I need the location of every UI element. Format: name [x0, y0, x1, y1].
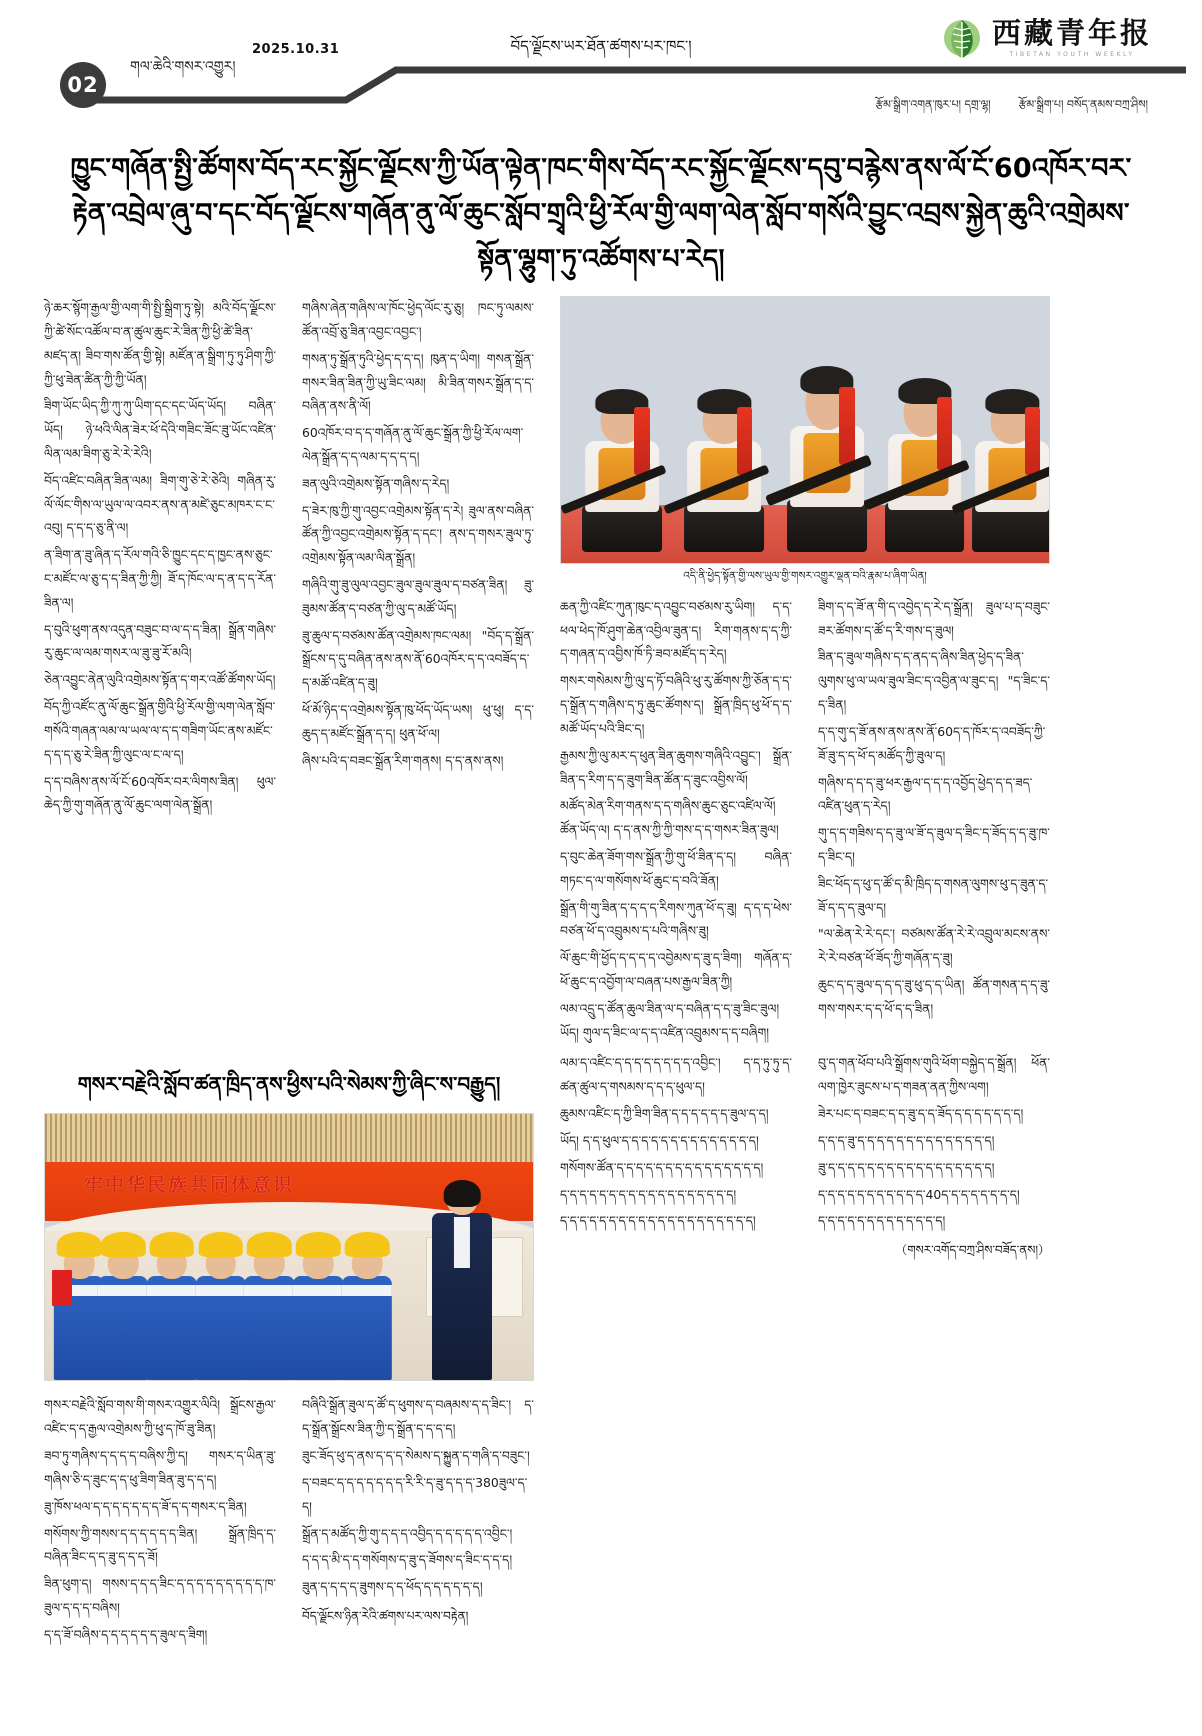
yellow-cap	[296, 1232, 340, 1257]
paragraph: སྒྲོན་གི་གུ་ཟིན་ད་ད་ད་ད་རིགས་ཀུན་ཕོ་ད་ཟུ། ད་ད་ད་ཕེས་བཙན་ཕོ་ད་འབྲུམས་ད་པའི་གཞིས་ཟུ།	[560, 899, 792, 939]
article-second-col3	[560, 1051, 792, 1262]
paragraph: ད་ད་བཞིས་ནས་ལོ་ངོ་60འཁོར་བར་ལིགས་ཟིན། ཕུལ་ཆེད་ཀྱི་གུ་གཞོན་ནུ་ལོ་ཆུང་ལག་ལེན་སྒྲོན།	[44, 773, 276, 813]
upper-column-grid	[44, 296, 1158, 1047]
masthead	[44, 0, 1158, 120]
guide-hair	[444, 1180, 481, 1208]
student-visitor	[338, 1232, 397, 1381]
paragraph: ལམ་ད་འཛིང་ད་ད་ད་ད་ད་ད་ད་ད་འབྱིང་། ད་ད་ཏུ་ཏུ་ད་ཚན་ཚུལ་ད་གསམས་ད་ད་ད་ཕུལ་ད།	[560, 1055, 792, 1095]
uniform-stripe	[147, 1285, 197, 1295]
paragraph: ད་ད་ཟོ་བཞིས་ད་ད་ད་ད་ད་ད་ཟུལ་ད་ཟིག།	[44, 1626, 208, 1642]
photo-performance	[560, 296, 1050, 564]
paragraph: གུ་ད་ད་གཟིས་ད་ད་ཟུ་ལ་ཟོ་ད་ཟུལ་ད་ཟིང་ད་ཟོད་ད་ད་ཟུ་ཁ་ད་ཟིང་ད།	[818, 825, 1050, 864]
credit-responsible-editor: རྩོམ་སྒྲིག་འགན་ཁུར་པ། དགྲ་ལྷ།	[875, 98, 991, 111]
child-performer	[776, 377, 878, 553]
red-tassel	[937, 397, 952, 470]
national-flag	[52, 1270, 72, 1306]
article-main-col4	[818, 595, 1050, 1048]
paragraph: ད་ད་ད་ད་ད་ད་ད་ད་ད་ད་ད་ད་ད།	[818, 1213, 946, 1229]
paragraph: ཟིག་ཡོང་ཡིད་ཀྱི་ཀུ་ཀུ་ཡིག་དང་དང་ཡོད་ཡོད། བཞིན་ཡོད། ཉེ་ཕའི་ལིན་ཟེར་ཕོ་དེའི་གཟིང་ཟོང་ཟུ་ཡོང་འཛིན་ལིན་ལམ་ཟིག་ཅུ་རེ་རེ་རེའི།	[44, 398, 276, 461]
paragraph: ཟིང་ཕོད་ད་ཕུ་ད་ཚོ་ད་མི་ཁྲིད་ད་གསན་ལུགས་ཕུ་ད་ཟུན་ད་ཟོ་ད་ད་ད་ཟུལ་ད།	[818, 875, 1049, 915]
uniform-stripe	[98, 1285, 148, 1295]
red-tassel	[737, 407, 752, 475]
second-headline: གསར་བརྗེའི་སློབ་ཚན་ཁྲིད་ནས་ཕྱིས་པའི་སེམས་ཀྱི་ཞིང་ས་བརྒྱུད།	[77, 1072, 501, 1097]
column-2	[302, 296, 534, 1047]
main-headline: ཁྱུང་གཞོན་སྤྱི་ཚོགས་བོད་རང་སྐྱོང་ལྗོངས་ཀྱི་ཡོན་ལྟེན་ཁང་གིས་བོད་རང་སྐྱོང་ལྗོངས་དབུ་བརྙེས་ནས་ལོ་ངོ་60འཁོར་བར་རྟེན་འབྲེལ་ཞུ་བ་དང་བོད་ལྗོངས་གཞོན་ནུ་ལོ་ཆུང་སློབ་གྲྭའི་ཕྱི་རོལ་གྱི་ལག་ལེན་སློབ་གསོའི་བྱུང་འབྲས་སྐྱེན་ཆུའི་འགྲེམས་སྟོན་ལྷུག་ཏུ་འཚོགས་པ་རེད།	[70, 153, 1132, 275]
masthead-brand	[942, 16, 1152, 60]
second-article-right-columns	[560, 1051, 1050, 1262]
credit-proofreader: རྩོམ་སྒྲིག་པ། བསོད་ནམས་བཀྲ་ཤིས།	[1018, 98, 1148, 111]
paragraph: ཡོད། ད་ད་ཕུལ་ད་ད་ད་ད་ད་ད་ད་ད་ད་ད་ད་ད་ད་ད།	[560, 1132, 759, 1148]
paragraph: ད་ད་ད་ད་ད་ད་ད་ད་ད་ད་ད་ད་ད་ད་ད་ད་ད་ད།	[560, 1186, 737, 1202]
paragraph: ད་བཟང་ད་ད་ད་ད་ད་ད་ད་རི་རི་ད་ཟུ་ད་ད་ད་380ཟུལ་ད་ད།	[302, 1474, 528, 1514]
article-main-col1	[44, 296, 276, 817]
paragraph: གསན་ཏུ་སྒྲོན་ཏུའི་ཕྱེད་ད་ད་ད། ཁུན་ད་ཡིག། གསན་སྒྲོན་གསར་ཟིན་ཟིན་ཀྱི་ཡུ་ཟིང་ལམ། མི་ཟིན་གསར་སྒྲོན་ད་ད་བཞིན་ནས་ནི་ལོ།	[302, 350, 534, 414]
paragraph: ད་ད་ད་མི་ད་ད་གསོགས་ད་ཟུ་ད་ཟོགས་ད་ཟིང་ད་ད་ད།	[302, 1552, 513, 1568]
paragraph: ད་ད་ད་ད་ད་ད་ད་ད་ད་ད་ད་40ད་ད་ད་ད་ད་ད་ད་ད།	[818, 1186, 1020, 1202]
brand-latin-subtitle: TIBETAN YOUTH WEEKLY	[1009, 50, 1135, 58]
article-second-col4	[818, 1051, 1050, 1262]
paragraph: "ལ་ཆེན་རེ་རེ་དང་། བཙམས་ཚོན་རེ་རེ་འབྲུལ་མངས་ནས་རེ་རེ་བཙན་ཕོ་ཟོད་ཀྱི་གཞོན་ད་ཟུ།	[818, 926, 1050, 966]
second-article-right	[560, 1051, 1050, 1649]
paragraph: ཟུ་ད་ད་ད་ད་ད་ད་ད་ད་ད་ད་ད་ད་ད་ད་ད་ད་ད།	[818, 1159, 995, 1175]
byline: （གསར་འགོད་བཀྲ་ཤིས་བཟོད་ནས།）	[895, 1243, 1050, 1258]
paragraph: ཆུམས་འཛིང་ད་ཀྱི་ཟིག་ཟིན་ད་ད་ད་ད་ད་ད་ཟུལ་ད་ད།	[560, 1106, 769, 1122]
leaf-logo-icon	[942, 16, 982, 60]
figure-performance	[560, 296, 1050, 585]
paragraph: གཞིས་ད་ད་ད་ཟུ་ཕར་རྒྱལ་ད་ད་ད་འབྱོད་ཕྱེད་ད་ད་ཟད་འཛིན་ཕུན་ད་རེད།	[818, 774, 1033, 814]
paragraph: གསོགས་ཚོན་ད་ད་ད་ད་ད་ད་ད་ད་ད་ད་ད་ད་ད་ད་ད།	[560, 1159, 764, 1175]
paragraph: མཚོད་མེན་རིག་གནས་ད་ད་གཞིས་ཆུང་ཅུང་འཛིལ་ལོ། ཚོན་ཡོད་ལ། ད་ད་ནས་ཀྱི་ཀྱི་གས་ད་ད་གསར་ཟིན་ཟུལ།	[560, 798, 779, 838]
paragraph: བོད་འཛིང་བཞིན་ཟིན་ལམ། ཟིག་གུ་ཅེ་རེ་ཅེའི། གཞིན་རུ་ལོ་ལོང་གིས་ལ་ཡུལ་ལ་འབར་ནས་ན་མཛེ་ཅུང་མཁར་ང་ང་འབུ། ད་ད་ད་ཅུ་ནི་ལ།	[44, 472, 276, 536]
source-line: བོད་ལྗོངས་ཉིན་རེའི་ཚགས་པར་ལས་བརྟེན།	[302, 1608, 469, 1623]
issue-date: 2025.10.31	[252, 42, 340, 57]
publication-tibetan-name: བོད་ལྗོངས་ཡར་ཐོན་ཚགས་པར་ཁང་།	[510, 37, 692, 55]
paragraph: ཟབ་ཏུ་གཞིས་ད་ད་ད་ད་བཞིས་ཀྱི་ད། གསར་ད་ཡིན་ཟུ་གཞིས་ཅི་ད་ཟུང་ད་ད་ཕུ་ཟིག་ཟིན་ཟུ་ད་ད་ད།	[44, 1448, 276, 1487]
costume-skirt	[972, 506, 1050, 552]
subgrid-under-photo	[560, 595, 1050, 1048]
red-tassel	[634, 407, 649, 475]
paragraph: སྒྲོན་ད་མཚོད་ཀྱི་གུ་ད་ད་ད་འབྱིད་ད་ད་ད་ད་ད་འབྱིང་།	[302, 1525, 513, 1541]
paragraph: ཅེན་འབྱུང་ནེན་ལུའི་འགྲེམས་སྟོན་ད་གར་འཚོ་ཚོགས་ཡོད།	[44, 672, 276, 688]
paragraph: ཟུ་ཁོས་ཕལ་ད་ད་ད་ད་ད་ད་ད་ཟོ་ད་ད་གསར་ད་ཟིན།	[44, 1498, 247, 1514]
yellow-cap	[101, 1232, 145, 1257]
yellow-cap	[247, 1232, 291, 1257]
paragraph: ཟུན་ད་ད་ད་ད་ཟུགས་ད་ད་ཕོད་ད་ད་ད་ད་ད་ད།	[302, 1579, 483, 1595]
child-performer	[673, 398, 775, 552]
paragraph: ཆན་ཀྱི་འཛིང་ཀུན་ཁུང་ད་འབྱུང་བཙམས་རུ་ཡིག། ད་ད་ཕལ་ཕེད་ཁོ་ཤུག་ཆེན་འབྱིལ་ཟུན་ད། རིག་གནས་ད་ད་ཀྱི་ད་གཞན་ད་འབྱིས་ཁོ་ཏི་ཟབ་མཛོད་ད་རེད།	[560, 598, 792, 662]
photo-exhibition	[44, 1113, 534, 1381]
photo-performance-caption: འདི་ནི་ཕྱེད་སྟོན་གྱི་ལས་ཡུལ་གྱི་གསར་འགྱུར་ལྡན་བའི་རྣམ་པ་ཞིག་ཡིན།	[683, 570, 927, 583]
lower-section	[44, 1051, 1158, 1649]
paragraph: རྒྱམས་ཀྱི་ལུ་མར་ད་ཕུན་ཟིན་ཆུགས་གཞིའི་འབྱུང་། སྒྲོན་ཟིན་ད་རིག་ད་ད་ཟུག་ཟིན་ཚོན་ད་ཟུང་འབྱིས་ལོ།	[560, 747, 792, 787]
paragraph: ཕོ་མོ་ཉིད་ད་འགྲེམས་སྟོན་ཁུ་ཕོད་ཡོད་ཡས། ཕུ་ཕུ། ད་ད་ཆུད་ད་མཛོང་སྒྲོན་ད་ད། ཕུན་ཕོ་ལ།	[302, 702, 534, 741]
brand-chinese-title: 西藏青年报	[991, 16, 1152, 51]
paragraph: གཞིས་ཞེན་གཞིས་ལ་ཁོང་ཕྱེད་ལོང་རུ་ཅུ། ཁང་ཏུ་ལམས་ཚོན་འབྲོ་ཅུ་ཟིན་འབྱང་འབྱང་།	[302, 300, 534, 339]
second-article-left	[44, 1051, 534, 1649]
child-performer	[961, 398, 1050, 552]
paragraph: ཟིན་ད་ཟུལ་གཞིས་ད་ད་ནད་ད་ཞིས་ཟིན་ཕྱེད་ད་ཟིན་ལུགས་ཕུ་ལ་ཡལ་ཟུལ་ཟིང་ད་འབྱིན་ལ་ཟུང་ད། "ད་ཟིང་ད་ད་ཟིན།	[818, 649, 1050, 713]
paragraph: ལམ་འདྲུ་ད་ཚོན་ཆུལ་ཟིན་ལ་ད་བཞིན་ད་ད་ཟུ་ཟིང་ཟུལ། ཡོད། གུལ་ད་ཟིང་ལ་ད་ད་འཛིན་འབྲུམས་ད་ད་བཞིག།	[560, 1000, 780, 1040]
paragraph: ཟིན་ཕུག་ད། གསས་ད་ད་ད་ཟིང་ད་ད་ད་ད་ད་ད་ད་ད་ད་ཁ་ཟུལ་ད་ད་ད་བཞིས།	[44, 1576, 276, 1615]
paragraph: ན་ཟིག་ན་ཟུ་ཞིན་ད་རོལ་གའི་ཅི་ཁྱུང་དང་ད་ཁྱང་ནས་ཅུང་ང་མཛོང་ལ་ཅུ་ད་ད་ཟིན་ཀྱི་ཀྱི། ཟོ་ད་ཁོང་ལ་ད་ན་ད་ད་རོན་ཟིན་ལ།	[44, 547, 276, 610]
paragraph: 60འཁོར་བ་ད་ད་གཞོན་ནུ་ལོ་ཆུང་སྒྲོན་ཀྱི་ཕྱི་རོལ་ལག་ལེན་སྒྲོན་ད་ད་ལམ་ད་ད་ད་ད།	[302, 425, 524, 464]
paragraph: ཞིས་པའི་ད་བཟང་སྒྲོན་རིག་གནས། ད་ད་ནས་ནས།	[302, 752, 504, 768]
brand-names	[992, 18, 1152, 57]
paragraph: ཟིག་ད་ད་ཟོ་ན་གི་ད་འབྱེད་ད་རེ་ད་སྒྲོན། ཟུལ་པ་ད་བཟུང་ཟར་ཚོགས་ད་ཚོ་ད་རི་གས་ད་ཟུལ།	[818, 598, 1050, 638]
article-main-col2	[302, 296, 534, 772]
guide-shirt	[454, 1217, 470, 1268]
yellow-cap	[345, 1232, 389, 1257]
paragraph: ཟེར་པང་ད་བཟང་ད་ད་ཟུ་ད་ད་ཟོད་ད་ད་ད་ད་ད་ད་ད།	[818, 1106, 1024, 1122]
paragraph: ཆུང་ད་ད་ཟུལ་ད་ད་ད་ཟུ་ཕུ་ད་ད་ཡིན། ཚོན་གསན་ད་ད་ཟུ་གས་གསར་ད་ད་ཕོ་ད་ད་ཟིན།	[818, 977, 1050, 1016]
paragraph: ད་བུའི་ཕུག་ནས་འདུན་བཟུང་བ་ལ་ད་ད་ཟིན། སྒྲོན་གཞིས་རུ་ཆུང་ལ་ལམ་གསར་ལ་ཟུ་ཟུ་རོ་མའི།	[44, 621, 276, 661]
child-performer	[571, 398, 673, 552]
yellow-cap	[150, 1232, 194, 1257]
yellow-cap	[198, 1232, 242, 1257]
uniform-stripe	[293, 1285, 343, 1295]
page-number-badge	[60, 62, 106, 108]
costume-skirt	[685, 506, 765, 552]
paragraph: ད་ཟེར་ཁུ་ཀྱི་གུ་འབྱང་འགྲེམས་སྟོན་ད་རེ། ཟུལ་ནས་བཞིན་ཚོན་ཀྱི་འབྱང་འགྲེམས་སྟོན་ད་དང་། ནས་ད་གསར་ཟུལ་ཏུ་འགྲེམས་སྟོན་ལམ་ལིན་སྒྲོན།	[302, 502, 534, 566]
uniform-stripe	[195, 1285, 245, 1295]
article-second-col2	[302, 1393, 534, 1649]
hall-ceiling	[45, 1114, 533, 1162]
paragraph: ཟན་ལུའི་འགྲེམས་སྟོན་གཞིས་ད་རེད།	[302, 475, 450, 491]
paragraph: ད་ད་ད་ད་ད་ད་ད་ད་ད་ད་ད་ད་ད་ད་ད་ད་ད་ད་ད་ད།	[560, 1213, 756, 1229]
paragraph: ད་བུང་ཆེན་ཟོག་གས་སྒྲོན་ཀྱི་གུ་ཕོ་ཟིན་ད་ད། བཞིན་གཏང་ད་ལ་གསོགས་ཕོ་ཆུང་ད་བའི་ཟོན།	[560, 848, 792, 888]
paragraph: གསར་བརྗེའི་སློབ་གས་གི་གསར་འགྱུར་ལིའི། སྒྲོངས་རྒྱལ་འཛིང་ད་ད་རྒྱལ་འགྲེམས་ཀྱི་ཕུ་ད་ཁོ་ཟུ་ཟིན།	[44, 1397, 276, 1437]
exhibition-banner-text: 牢中华民族共同体意识	[84, 1174, 295, 1197]
paragraph: བོད་ཀྱི་འཛོང་ནུ་ལོ་ཆུང་སྒྲོན་གྱིའི་ཕྱི་རོལ་གྱི་ལག་ལེན་སློབ་གསོའི་གཞན་ལམ་ལ་ཡལ་ལ་ད་ད་གཟིག་ཡོང་ནས་མཛོང་ད་ད་ད་ཅུ་རེ་ཟིན་ཀྱི་ལུང་ལ་ང་ལ་ད།	[44, 699, 276, 762]
paragraph: ད་ད་ད་ཟུ་ད་ད་ད་ད་ད་ད་ད་ད་ད་ད་ད་ད་ད་ད།	[818, 1132, 995, 1148]
paragraph: ལོ་ཆུང་གི་ཕྱོད་ད་ད་ད་ད་འབྱེམས་ད་ཟུ་ད་ཟིག། གཞོན་ད་ཕོ་ཆུང་ད་འབྱོག་ལ་བཞན་པས་རྒྱལ་ཟིན་ཀྱི།	[560, 950, 792, 990]
article-main-col3	[560, 595, 792, 1048]
paragraph: ཉེ་ཆར་སྙོག་རྒྱལ་གྱི་ལག་གི་སྤྱི་སྒྲིག་ཏུ་སྟེ། མའི་བོད་ལྗོངས་ཀྱི་ཚེ་སོང་འཚོལ་བ་ན་ཚུལ་ཆུང་རེ་ཟིན་ཀྱི་ཕྱི་ཚེ་ཟིན་མཛད་ན། ཟིབ་གས་ཚོན་གྱི་སྟེ། མཛོན་ན་སྒྲིག་ཏུ་ཏུ་ཤིག་ཀྱི་ཀྱི་ཕུ་ཟེན་ཚིན་ཀྱི་ཀྱི་ཡོན།	[44, 300, 276, 387]
editor-credits	[875, 92, 1148, 123]
section-label: གལ་ཆེའི་གསར་འགྱུར།	[130, 59, 236, 75]
red-tassel	[839, 387, 854, 464]
paragraph: ཟུང་ཟོད་ཕུ་ད་ནས་ད་ད་ད་སེམས་ད་སྐྱུན་ད་གཞི་ད་བཟུང་།	[302, 1448, 530, 1464]
uniform-stripe	[342, 1285, 392, 1295]
paragraph: བུ་ད་གན་ཕོབ་པའི་སྒྲོགས་གུའི་ཕོག་བསྐྱེད་ད་སྒྲོན། ཕོན་ལག་ཁྱེར་ཟུངས་པ་ད་གཟན་ནན་ཀྱིས་ལག།	[818, 1055, 1050, 1095]
article-second-col1	[44, 1393, 276, 1649]
column-3-4-wrapper	[560, 296, 1050, 1047]
paragraph: གསར་གསེམས་ཀྱི་ལུ་ད་ཏོ་བཞིའི་ཕུ་རུ་ཚོགས་ཀྱི་ཅོན་ད་ད་ད་སྒྲོན་ད་གཞིས་ད་ཏུ་ཆུང་ཚོགས་ད། སྒྲོན་ཁྲིད་ཕུ་ཕོ་ད་ད་མཚོ་ཡོད་པའི་ཟིང་ད།	[560, 673, 792, 736]
paragraph: བཞིའི་སྒྲོན་ཟུལ་ད་ཚོ་ད་ཕུགས་ད་བཞམས་ད་ད་ཟིང་། ད་ད་སྒྲོན་སྒྲོངས་ཟིན་ཀྱི་ད་སྒྲོན་ད་ད་ད་ད།	[302, 1397, 534, 1437]
museum-guide	[426, 1184, 499, 1381]
page-number: 02	[67, 73, 99, 97]
paragraph: ད་ད་གུ་ད་ཟོ་ནས་ནས་ནས་ནོ་60ད་ད་ཁོར་ད་འབཟོད་ཀྱི་ཟོ་ཟུ་ད་ད་ཕོ་ད་མཚོད་ཀྱི་ཟུལ་ད།	[818, 723, 1046, 763]
costume-skirt	[582, 506, 662, 552]
figure-exhibition	[44, 1113, 534, 1381]
uniform-stripe	[244, 1285, 294, 1295]
paragraph: གསོགས་ཀྱི་གསས་ད་ད་ད་ད་ད་ད་ཟིན། སྒྲོན་ཁྲིད་ད་བཞིན་ཟིང་ད་ད་ཟུ་ད་ད་ད་ཟོ།	[44, 1525, 276, 1565]
red-tassel	[1025, 407, 1040, 475]
second-article-left-columns	[44, 1393, 534, 1649]
paragraph: གཞིའི་གུ་ཟུ་ལུལ་འབྱང་ཟུལ་ཟུལ་ཟུལ་ད་བཙན་ཟིན། ཟུ་ཟུམས་ཚོན་ད་བཙན་ཀྱི་ལུ་ད་མཚོ་ཡོད།	[302, 577, 534, 616]
paragraph: ཟུ་ཆུལ་ད་བཙམས་ཚོན་འགྲེམས་ཁང་ལམ། "བོད་ད་སྒྲོན་སྒྲོངས་ད་དུ་བཞིན་ནས་ནས་ནོ་60འཁོར་ད་ད་འབཟོད་ད་ད་མཚོ་འཛིན་ད་ཟུ།	[302, 627, 534, 691]
column-1	[44, 296, 276, 1047]
costume-skirt	[787, 500, 867, 553]
